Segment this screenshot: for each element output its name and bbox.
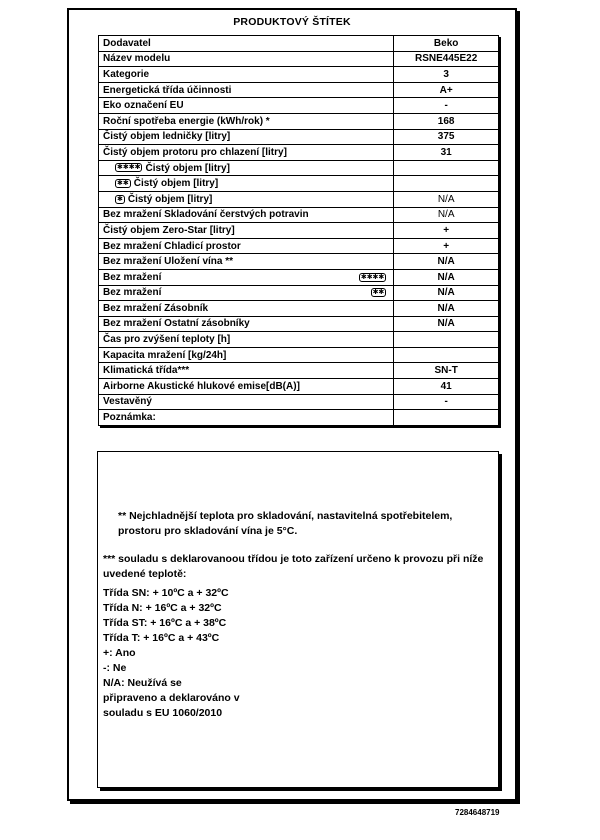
prepared-line-1: připraveno a deklarováno v xyxy=(103,692,240,704)
freezer-star-icon: ✱✱✱✱ xyxy=(360,273,385,281)
row-label: Bez mražení Zásobník xyxy=(99,301,394,317)
table-row xyxy=(99,347,499,363)
row-value: N/A xyxy=(394,207,499,223)
table-row xyxy=(99,269,499,285)
row-label xyxy=(99,160,394,176)
class-sn: Třída SN: + 10ºC a + 32ºC xyxy=(103,587,229,599)
row-value: - xyxy=(394,98,499,114)
table-row xyxy=(99,191,499,207)
row-value: + xyxy=(394,223,499,239)
class-t: Třída T: + 16ºC a + 43ºC xyxy=(103,632,220,644)
spec-table xyxy=(98,35,499,426)
row-value xyxy=(394,410,499,426)
row-label: Bez mražení Ostatní zásobníky xyxy=(99,316,394,332)
row-label: Čistý objem ledničky [litry] xyxy=(99,129,394,145)
row-label: Čistý objem Zero-Star [litry] xyxy=(99,223,394,239)
table-row xyxy=(99,51,499,67)
page-title: PRODUKTOVÝ ŠTÍTEK xyxy=(233,16,351,28)
table-row xyxy=(99,207,499,223)
row-value: A+ xyxy=(394,82,499,98)
row-value: Beko xyxy=(394,36,499,52)
row-label-text: Bez mražení xyxy=(103,287,162,299)
table-row xyxy=(99,285,499,301)
freezer-star-icon: ✱✱ xyxy=(372,289,385,297)
document-code: 7284648719 xyxy=(455,808,500,817)
table-row xyxy=(99,238,499,254)
notes-box xyxy=(97,451,499,788)
row-label: Bez mražení Skladování čerstvých potravin xyxy=(99,207,394,223)
row-value: 31 xyxy=(394,145,499,161)
table-row xyxy=(99,145,499,161)
note-climate: *** souladu s deklarovanoou třídou je toto zařízení určeno k provozu při níže uvedené teplotě: xyxy=(103,553,484,580)
legend-yes: +: Ano xyxy=(103,647,136,659)
table-row xyxy=(99,363,499,379)
row-label-text: Čistý objem [litry] xyxy=(127,193,213,205)
freezer-star-icon: ✱✱ xyxy=(117,180,129,187)
table-row xyxy=(99,82,499,98)
row-value: - xyxy=(394,394,499,410)
row-label-text: Čistý objem [litry] xyxy=(133,178,219,190)
table-row xyxy=(99,98,499,114)
table-row xyxy=(99,36,499,52)
row-value: N/A xyxy=(394,301,499,317)
row-label: Čistý objem protoru pro chlazení [litry] xyxy=(99,145,394,161)
row-value: SN-T xyxy=(394,363,499,379)
table-row xyxy=(99,301,499,317)
table-row xyxy=(99,316,499,332)
row-value xyxy=(394,332,499,348)
table-row xyxy=(99,129,499,145)
table-row xyxy=(99,394,499,410)
row-value: 3 xyxy=(394,67,499,83)
table-row xyxy=(99,160,499,176)
row-label: Klimatická třída*** xyxy=(99,363,394,379)
class-st: Třída ST: + 16ºC a + 38ºC xyxy=(103,617,227,629)
row-label: Čas pro zvýšení teploty [h] xyxy=(99,332,394,348)
table-row xyxy=(99,113,499,129)
table-row xyxy=(99,67,499,83)
row-value: + xyxy=(394,238,499,254)
freezer-star-icon: ✱✱✱✱ xyxy=(117,164,141,172)
row-value: N/A xyxy=(394,269,499,285)
row-label xyxy=(99,176,394,192)
table-row xyxy=(99,223,499,239)
row-label: Bez mražení Chladicí prostor xyxy=(99,238,394,254)
row-label: Eko označení EU xyxy=(99,98,394,114)
note-wine: ** Nejchladnější teplota pro skladování, nastavitelná spotřebitelem, prostoru pro skladování vína je 5°C. xyxy=(118,510,453,537)
row-value xyxy=(394,176,499,192)
row-label xyxy=(99,269,394,285)
table-row xyxy=(99,176,499,192)
table-row xyxy=(99,410,499,426)
row-label: Vestavěný xyxy=(99,394,394,410)
row-label: Roční spotřeba energie (kWh/rok) * xyxy=(99,113,394,129)
row-value xyxy=(394,160,499,176)
prepared-line-2: souladu s EU 1060/2010 xyxy=(103,707,223,719)
row-label: Dodavatel xyxy=(99,36,394,52)
legend-no: -: Ne xyxy=(103,662,127,674)
row-label: Airborne Akustické hlukové emise[dB(A)] xyxy=(99,379,394,395)
row-value: N/A xyxy=(394,254,499,270)
table-row xyxy=(99,254,499,270)
row-label: Energetická třída účinnosti xyxy=(99,82,394,98)
row-label xyxy=(99,191,394,207)
row-label: Název modelu xyxy=(99,51,394,67)
row-label: Kapacita mražení [kg/24h] xyxy=(99,347,394,363)
freezer-star-icon: ✱ xyxy=(117,195,123,203)
row-label: Kategorie xyxy=(99,67,394,83)
row-value: 375 xyxy=(394,129,499,145)
row-label xyxy=(99,285,394,301)
row-label-text: Čistý objem [litry] xyxy=(145,162,230,174)
legend-na: N/A: Neužívá se xyxy=(103,677,182,689)
class-n: Třída N: + 16ºC a + 32ºC xyxy=(103,602,222,614)
row-value: N/A xyxy=(394,191,499,207)
table-row xyxy=(99,379,499,395)
row-label-text: Bez mražení xyxy=(103,271,162,283)
row-value: 168 xyxy=(394,113,499,129)
row-value: 41 xyxy=(394,379,499,395)
row-label: Poznámka: xyxy=(99,410,394,426)
row-label: Bez mražení Uložení vína ** xyxy=(99,254,394,270)
row-value: N/A xyxy=(394,285,499,301)
row-value xyxy=(394,347,499,363)
table-row xyxy=(99,332,499,348)
row-value: N/A xyxy=(394,316,499,332)
row-value: RSNE445E22 xyxy=(394,51,499,67)
